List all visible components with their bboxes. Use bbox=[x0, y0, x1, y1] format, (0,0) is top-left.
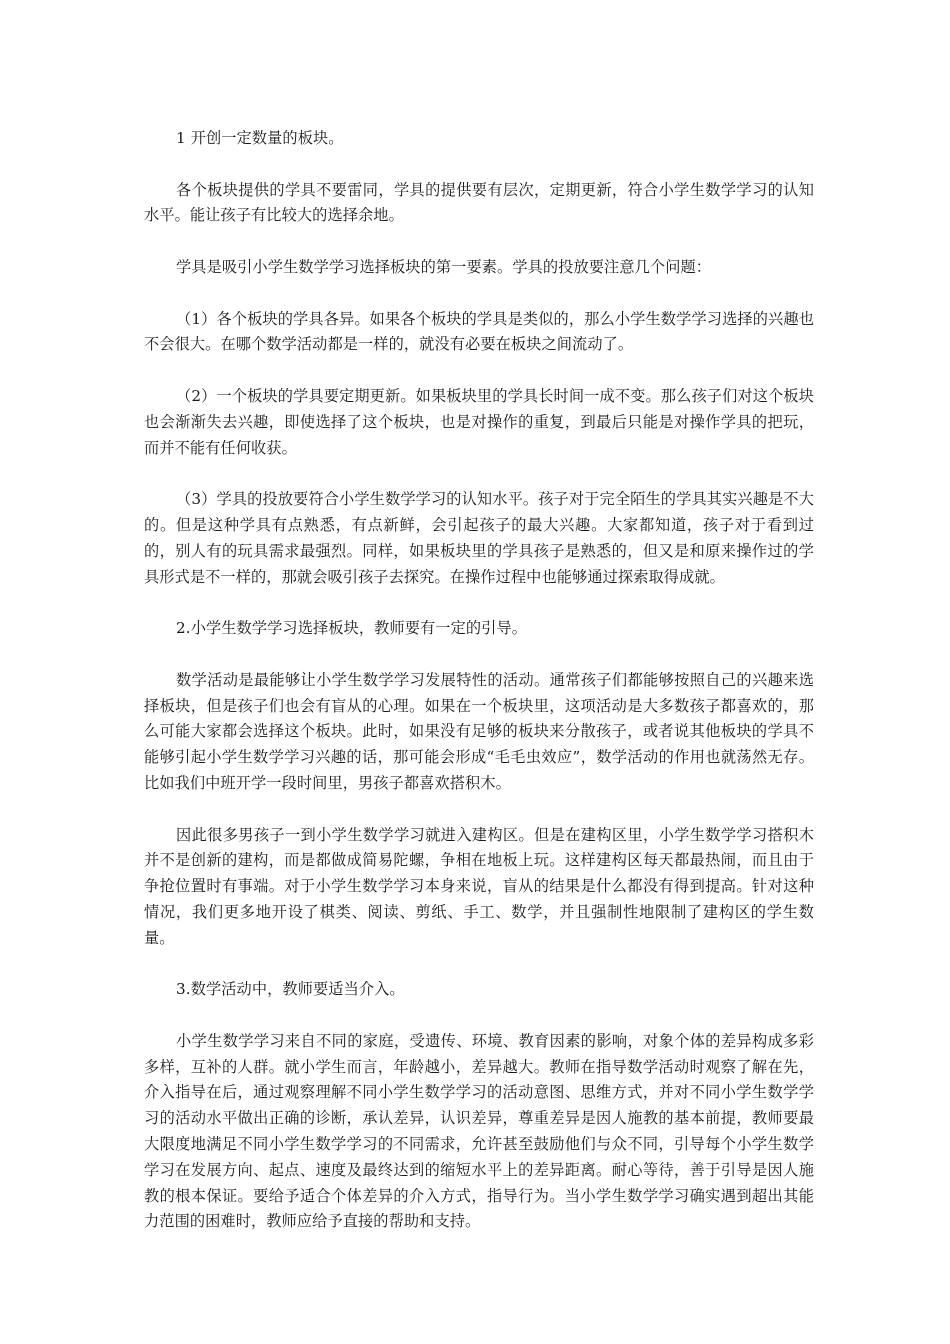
paragraph: 学具是吸引小学生数学学习选择板块的第一要素。学具的投放要注意几个问题： bbox=[176, 257, 712, 276]
paragraph: （3）学具的投放要符合小学生数学学习的认知水平。孩子对于完全陌生的学具其实兴趣是不大的。但是这种学具有点熟悉，有点新鲜，会引起孩子的最大兴趣。大家都知道，孩子对于看到过的，别人有的玩具需求最强烈。同样，如果板块里的学具孩子是熟悉的，但又是和原来操作过的学具形式是不一样的，那就会吸引孩子去探究。在操作过程中也能够通过探索取得成就。 bbox=[144, 490, 814, 586]
paragraph: 小学生数学学习来自不同的家庭，受遗传、环境、教育因素的影响，对象个体的差异构成多彩多样，互补的人群。就小学生而言，年龄越小，差异越大。教师在指导数学活动时观察了解在先，介入指导在后，通过观察理解不同小学生数学学习的活动意图、思维方式，并对不同小学生数学学习的活动水平做出正确的诊断，承认差异，认识差异，尊重差异是因人施教的基本前提，教师要最大限度地满足不同小学生数学学习的不同需求，允许甚至鼓励他们与众不同，引导每个小学生数学学习在发展方向、起点、速度及最终达到的缩短水平上的差异距离。耐心等待，善于引导是因人施教的根本保证。要给予适合个体差异的介入方式，指导行为。当小学生数学学习确实遇到超出其能力范围的困难时，教师应给予直接的帮助和支持。 bbox=[144, 1031, 814, 1231]
paragraph: （1）各个板块的学具各异。如果各个板块的学具是类似的，那么小学生数学学习选择的兴趣也不会很大。在哪个数学活动都是一样的，就没有必要在板块之间流动了。 bbox=[144, 309, 814, 354]
paragraph: 因此很多男孩子一到小学生数学学习就进入建构区。但是在建构区里，小学生数学学习搭积木并不是创新的建构，而是都做成简易陀螺，争相在地板上玩。这样建构区每天都最热闹，而且由于争抢位置时有事端。对于小学生数学学习本身来说，盲从的结果是什么都没有得到提高。针对这种情况，我们更多地开设了棋类、阅读、剪纸、手工、数学，并且强制性地限制了建构区的学生数量。 bbox=[144, 825, 814, 947]
paragraph: （2）一个板块的学具要定期更新。如果板块里的学具长时间一成不变。那么孩子们对这个板块也会渐渐失去兴趣，即使选择了这个板块，也是对操作的重复，到最后只能是对操作学具的把玩，而并不能有任何收获。 bbox=[144, 386, 814, 457]
heading-section-3: 3.数学活动中，教师要适当介入。 bbox=[176, 980, 405, 999]
document-body bbox=[144, 126, 814, 1235]
paragraph: 各个板块提供的学具不要雷同，学具的提供要有层次，定期更新，符合小学生数学学习的认知水平。能让孩子有比较大的选择余地。 bbox=[144, 180, 814, 225]
paragraph: 数学活动是最能够让小学生数学学习发展特性的活动。通常孩子们都能够按照自己的兴趣来选择板块，但是孩子们也会有盲从的心理。如果在一个板块里，这项活动是大多数孩子都喜欢的，那么可能大家都会选择这个板块。此时，如果没有足够的板块来分散孩子，或者说其他板块的学具不能够引起小学生数学学习兴趣的话，那可能会形成“毛毛虫效应”，数学活动的作用也就荡然无存。比如我们中班开学一段时间里，男孩子都喜欢搭积木。 bbox=[144, 670, 814, 792]
heading-section-1: 1 开创一定数量的板块。 bbox=[176, 129, 344, 147]
heading-section-2: 2.小学生数学学习选择板块，教师要有一定的引导。 bbox=[176, 619, 528, 638]
